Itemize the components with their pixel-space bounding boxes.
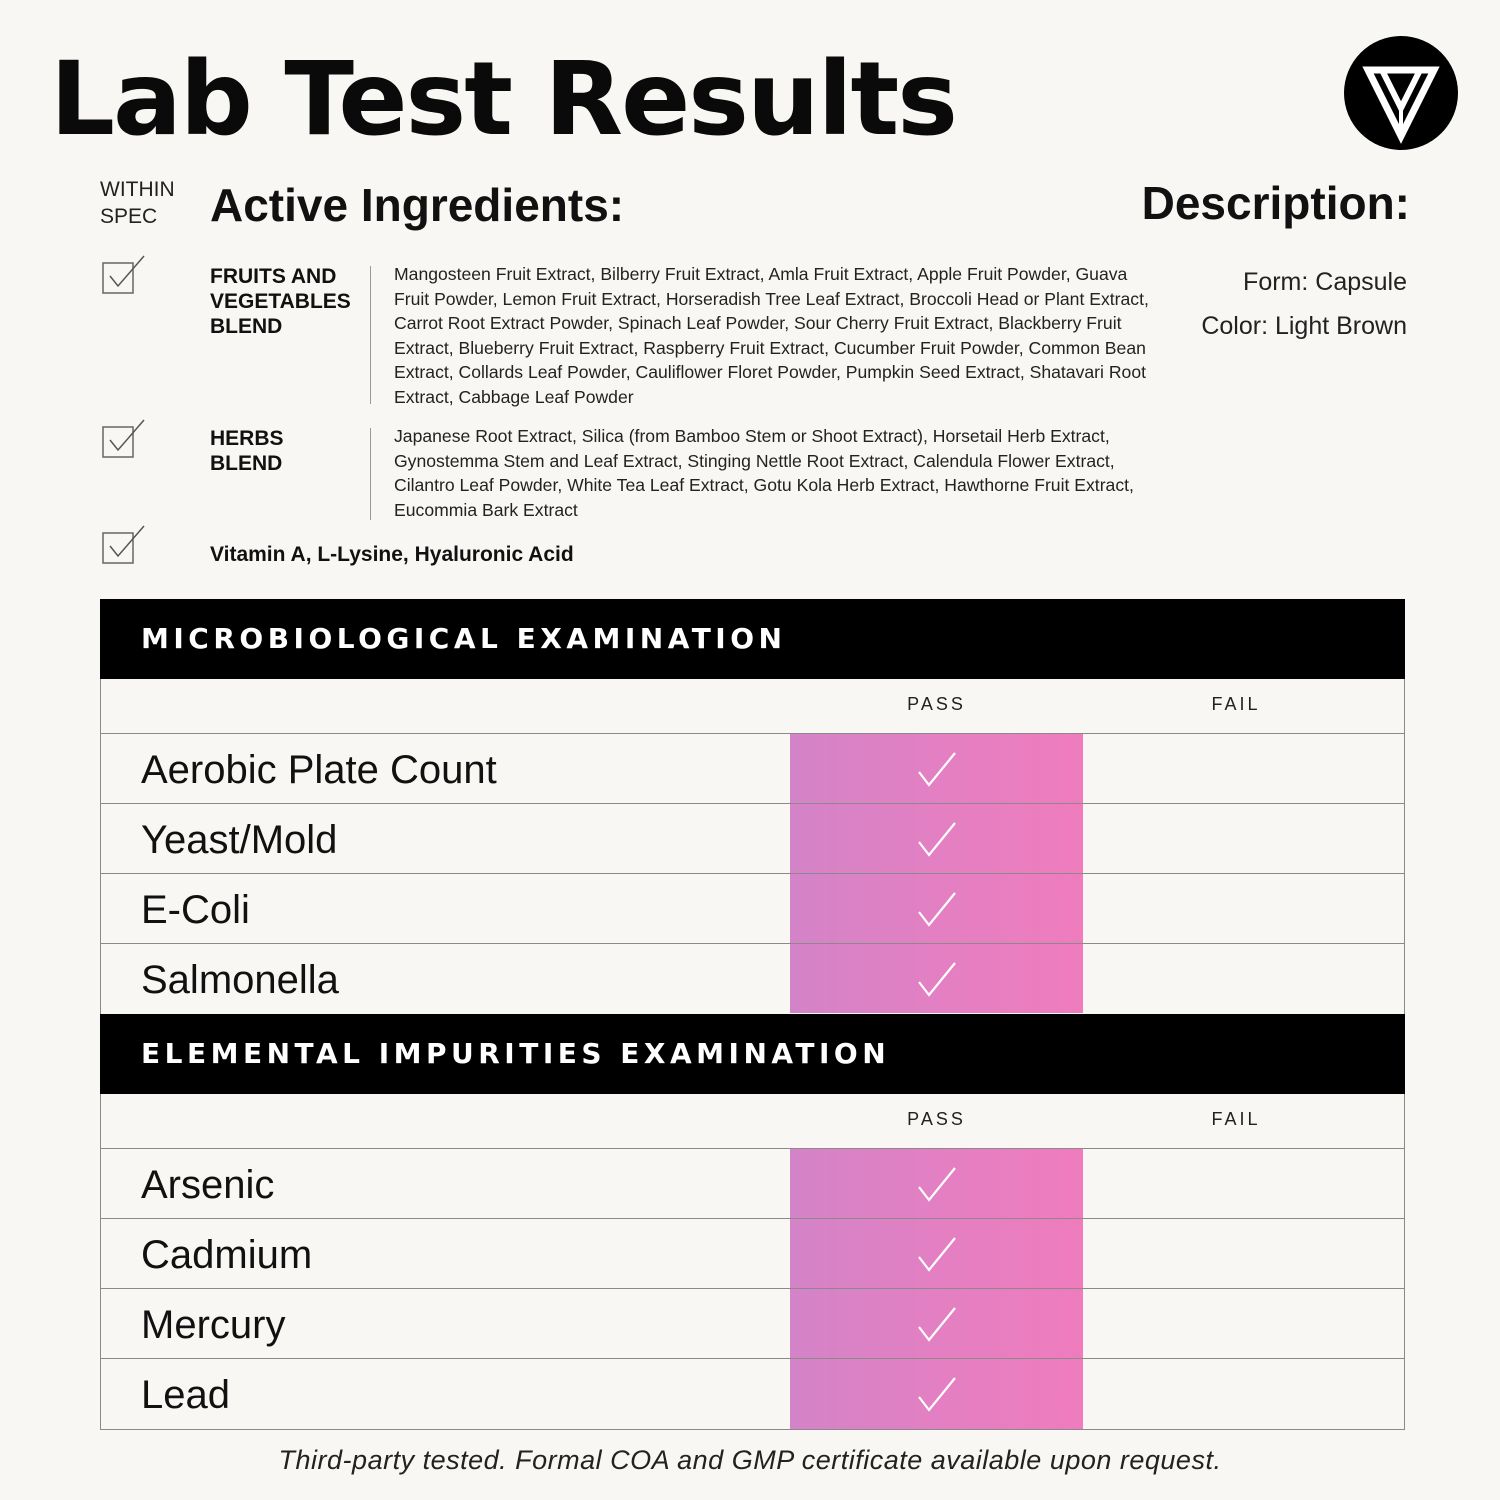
table-row — [101, 1149, 1404, 1219]
fail-column-label: FAIL — [1211, 694, 1261, 714]
description-heading: Description: — [1141, 177, 1410, 229]
test-name: Cadmium — [141, 1233, 313, 1277]
divider — [370, 266, 371, 404]
table-header-row — [101, 679, 1404, 734]
results-table — [100, 1094, 1405, 1430]
checkmark-icon — [917, 820, 957, 858]
divider — [370, 428, 371, 520]
test-name: Lead — [141, 1373, 230, 1417]
table-row — [101, 874, 1404, 944]
blend-label-herbs: HERBS BLEND — [210, 427, 284, 475]
blend-label-fruits-vegetables: FRUITS AND VEGETABLES BLEND — [210, 265, 351, 338]
test-name: E-Coli — [141, 888, 250, 932]
checkmark-icon — [917, 1165, 957, 1203]
description-form: Form: Capsule — [1243, 268, 1407, 296]
brand-logo-icon — [1344, 36, 1458, 150]
checkbox-checked-icon — [102, 254, 148, 298]
test-name: Arsenic — [141, 1163, 275, 1207]
checkmark-icon — [917, 1375, 957, 1413]
table-row — [101, 1289, 1404, 1359]
pass-column-label: PASS — [907, 694, 966, 714]
results-table — [100, 679, 1405, 1014]
footer-note: Third-party tested. Formal COA and GMP certificate available upon request. — [278, 1445, 1222, 1475]
checkbox-checked-icon — [102, 524, 148, 568]
description-color: Color: Light Brown — [1201, 312, 1407, 340]
page-title: Lab Test Results — [50, 40, 957, 159]
table-row — [101, 734, 1404, 804]
test-name: Aerobic Plate Count — [141, 748, 497, 792]
blend-items-herbs: Japanese Root Extract, Silica (from Bamboo Stem or Shoot Extract), Horsetail Herb Extract, Gynostemma Stem and Leaf Extract, Stinging Nettle Root Extract, Calendula Flower Extract, Cilantro Leaf Powder, White Tea Leaf Extract, Gotu Kola Herb Extract, Hawthorne Fruit Extract, Eucommia Bark Extract — [394, 426, 1134, 520]
table-row — [101, 1359, 1404, 1429]
table-row — [101, 1219, 1404, 1289]
checkmark-icon — [917, 890, 957, 928]
fail-column-label: FAIL — [1211, 1109, 1261, 1129]
pass-column-label: PASS — [907, 1109, 966, 1129]
test-name: Salmonella — [141, 958, 339, 1002]
checkmark-icon — [917, 1305, 957, 1343]
microbiological-section — [100, 599, 1405, 1014]
table-row — [101, 944, 1404, 1014]
test-name: Yeast/Mold — [141, 818, 338, 862]
active-ingredients-heading: Active Ingredients: — [210, 179, 625, 231]
checkmark-icon — [917, 1235, 957, 1273]
blend-items-fruits-vegetables: Mangosteen Fruit Extract, Bilberry Fruit Extract, Amla Fruit Extract, Apple Fruit Powder, Guava Fruit Powder, Lemon Fruit Extract, Horseradish Tree Leaf Extract, Broccoli Head or Plant Extract, Carrot Root Extract Powder, Spinach Leaf Powder, Sour Cherry Fruit Extract, Blackberry Fruit Extract, Blueberry Fruit Extract, Raspberry Fruit Extract, Cucumber Fruit Powder, Common Bean Extract, Collards Leaf Powder, Cauliflower Floret Powder, Pumpkin Seed Extract, Shatavari Root Extract, Cabbage Leaf Powder — [394, 264, 1149, 407]
elemental-impurities-section — [100, 1014, 1405, 1430]
extra-ingredients: Vitamin A, L-Lysine, Hyaluronic Acid — [210, 543, 574, 566]
test-name: Mercury — [141, 1303, 286, 1347]
within-spec-label: WITHIN SPEC — [100, 178, 175, 228]
checkbox-checked-icon — [102, 418, 148, 462]
checkmark-icon — [917, 750, 957, 788]
section-heading: ELEMENTAL IMPURITIES EXAMINATION — [100, 1014, 1405, 1094]
table-row — [101, 804, 1404, 874]
section-heading: MICROBIOLOGICAL EXAMINATION — [100, 599, 1405, 679]
table-header-row — [101, 1094, 1404, 1149]
checkmark-icon — [917, 960, 957, 998]
